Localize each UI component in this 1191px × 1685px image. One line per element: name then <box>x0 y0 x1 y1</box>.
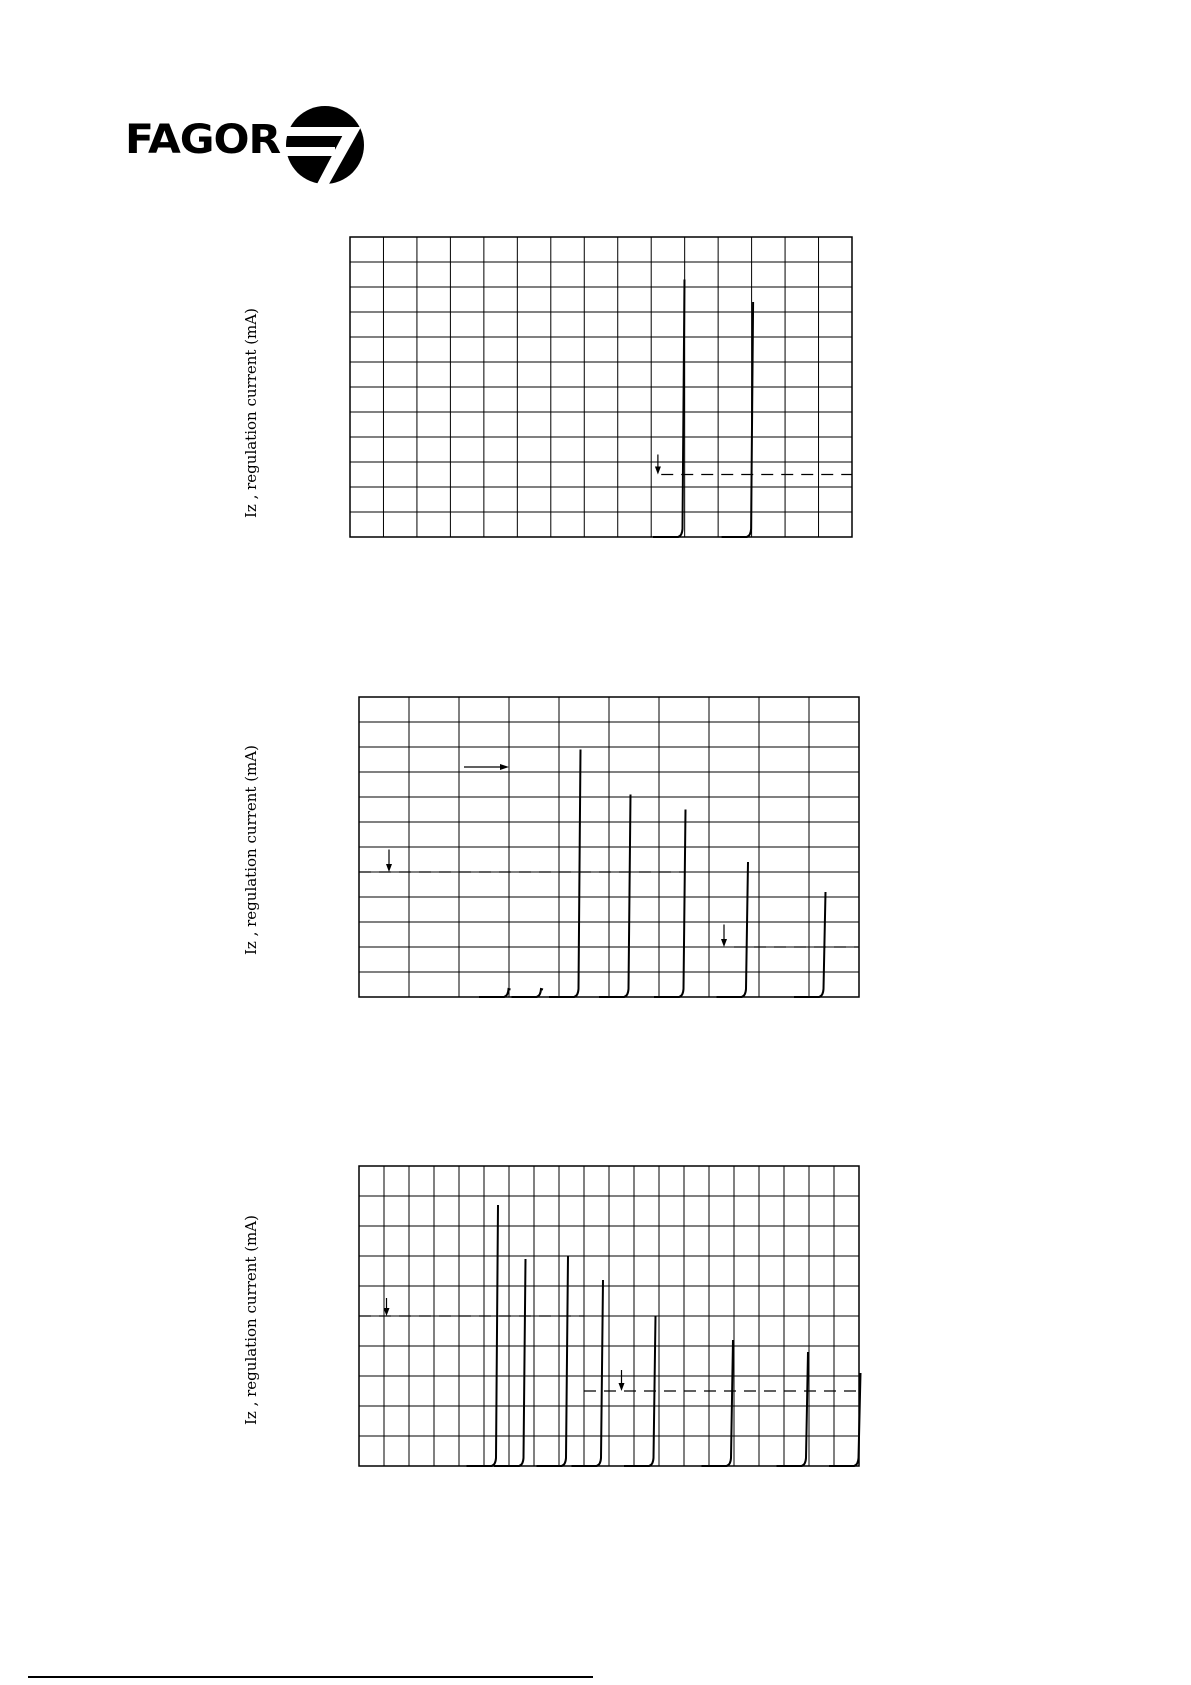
chart-2 <box>359 697 859 997</box>
zener-curve-curve-3 <box>549 750 581 998</box>
down-arrow-icon <box>386 864 392 872</box>
zener-curve-curve-2 <box>512 989 544 997</box>
zener-curve-curve-6 <box>717 862 749 997</box>
logo-wordmark: FAGOR <box>125 117 281 163</box>
zener-curve-curve-1 <box>467 1205 499 1466</box>
chart-3-y-axis-label: Iz , regulation current (mA) <box>242 1215 260 1425</box>
fagor-logo <box>125 105 375 185</box>
zener-curve-curve-4 <box>572 1280 604 1466</box>
chart-2-y-axis-label: Iz , regulation current (mA) <box>242 745 260 955</box>
zener-curve-curve-7 <box>794 892 826 997</box>
down-arrow-icon <box>619 1383 625 1391</box>
zener-curve-curve-1 <box>479 989 511 997</box>
right-arrow-icon <box>500 764 509 770</box>
zener-curve-curve-2 <box>494 1259 526 1466</box>
zener-curve-curve-1 <box>653 280 685 538</box>
zener-curve-curve-7 <box>777 1352 809 1466</box>
zener-curve-curve-6 <box>702 1340 734 1466</box>
chart-1 <box>350 237 852 537</box>
zener-curve-curve-4 <box>599 795 631 998</box>
down-arrow-icon <box>721 939 727 947</box>
footer-rule <box>28 1676 593 1678</box>
fagor-f-logo-icon <box>283 105 367 185</box>
chart-3 <box>359 1166 859 1466</box>
chart-1-y-axis-label: Iz , regulation current (mA) <box>242 308 260 518</box>
down-arrow-icon <box>655 467 661 475</box>
zener-curve-curve-3 <box>537 1256 569 1466</box>
